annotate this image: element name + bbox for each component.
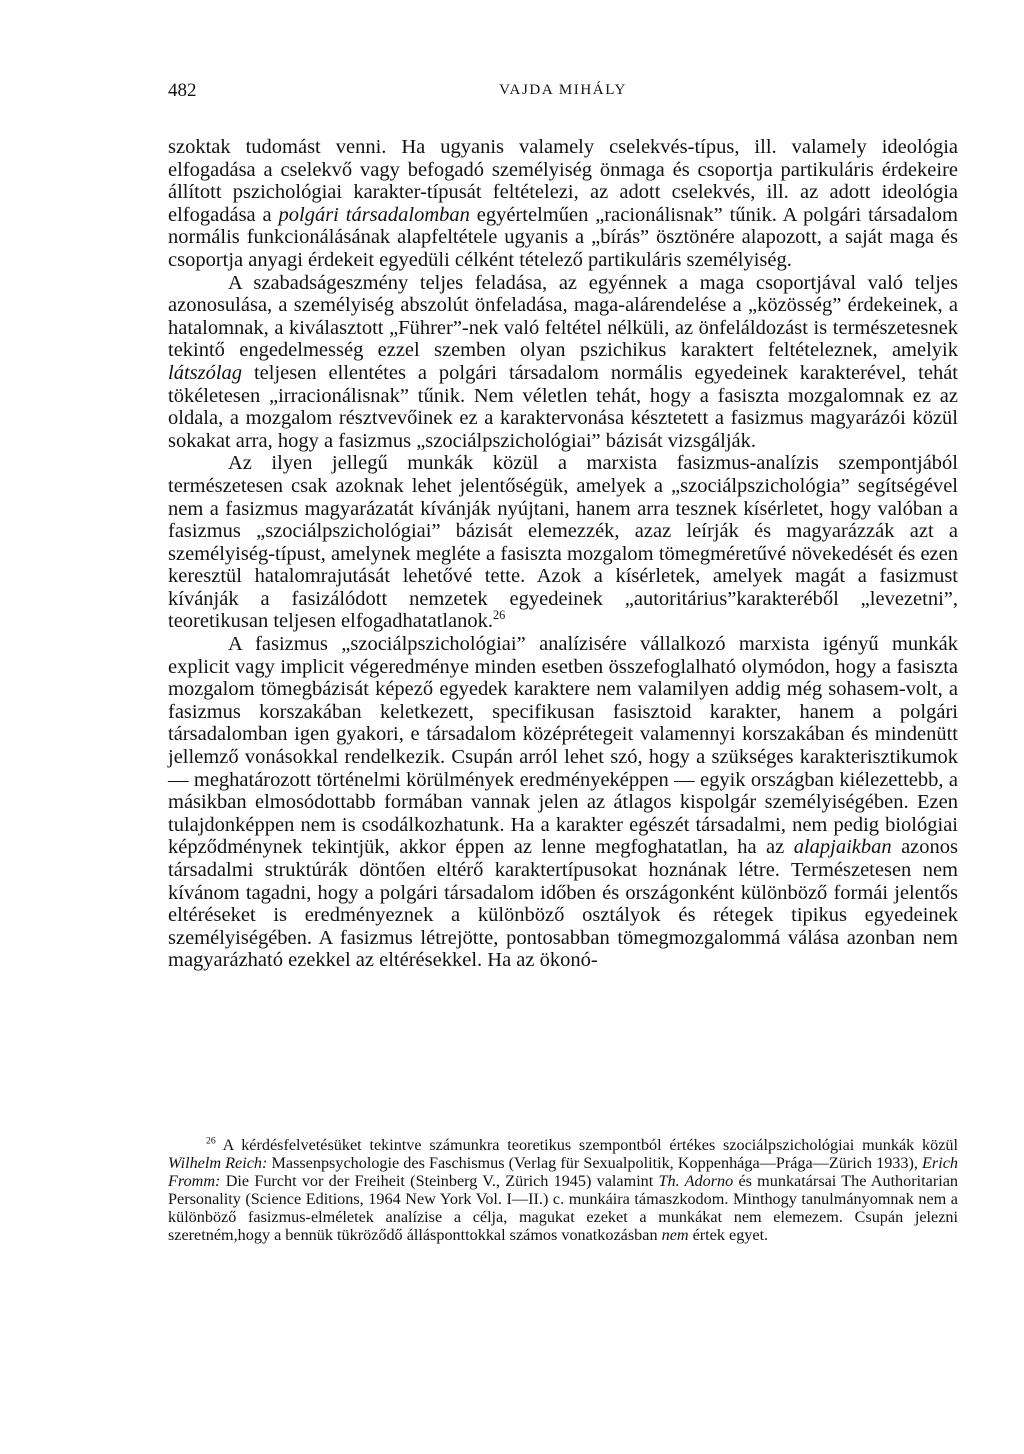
- text-run: Massenpsychologie des Faschismus (Verlag für Sexualpolitik, Koppenhága—Prága—Zürich 1933),: [267, 1153, 923, 1172]
- text-run: szoktak tudomást venni. Ha ugyanis valamely cselekvés-típus, ill. valamely ideológia elfogadása a cselekvő vagy befogadó személyiség önmaga és csoportja partikuláris érdekeire állított pszichológiai karakter-típusát feltételezi, az adott cselekvés, ill. az adott ideológia elfogadása a: [168, 136, 958, 226]
- paragraph: [168, 272, 958, 453]
- text-run: értek egyet.: [688, 1225, 769, 1244]
- footnote-ref: 26: [206, 1135, 216, 1147]
- paragraph: [168, 633, 958, 972]
- text-run: egyértelműen „racionálisnak” tűnik. A polgári társadalom normális funkcionálásának alapfeltétele ugyanis a „bírás” ösztönére alapozott, a saját maga és csoportja anyagi érdekeit egyedüli célként tételező partikuláris személyiség.: [168, 203, 959, 271]
- page-header: [168, 80, 958, 104]
- italic-text: Wilhelm Reich:: [168, 1153, 268, 1172]
- running-head: VAJDA MIHÁLY: [499, 82, 627, 98]
- page-number: 482: [168, 80, 197, 101]
- paragraph: [168, 136, 958, 272]
- text-run: és munkatársai The Authoritarian Personality (Science Editions, 1964 New York Vol. I—II.) c. munkáira támaszkodom. Minthogy tanulmányomnak nem a különböző fasizmus-elméletek analízise a célja, magukat ezeket a munkákat nem elemezem. Csupán jelezni szeretném,hogy a bennük tükröződő állásponttokkal számos vonatkozásban: [168, 1171, 958, 1244]
- text-run: azonos társadalmi struktúrák döntően eltérő karaktertípusokat hoznának létre. Természetesen nem kívánom tagadni, hogy a polgári társadalom időben és országonként különböző formái jelentős eltéréseket is eredményeznek a különböző osztályok és rétegek tipikus egyedeinek személyiségében. A fasizmus létrejötte, pontosabban tömegmozgalommá válása azonban nem magyarázható ezekkel az eltérésekkel. Ha az ökonó-: [168, 836, 958, 972]
- italic-text: Erich Fromm:: [168, 1153, 958, 1190]
- italic-text: Th. Adorno: [658, 1171, 734, 1190]
- footnote-ref: 26: [493, 608, 506, 623]
- text-run: A szabadságeszmény teljes feladása, az egyénnek a maga csoportjával való teljes azonosulása, a személyiség abszolút önfeladása, maga-alárendelése a „közösség” érdekeinek, a hatalomnak, a kiválasztott „Führer”-nek való feltétel nélküli, az önfeláldozást is természetesnek tekintő engedelmesség ezzel szemben olyan pszichikus karaktert feltételeznek, amelyik: [168, 271, 958, 362]
- text-run: Die Furcht vor der Freiheit (Steinberg V., Zürich 1945) valamint: [220, 1171, 659, 1190]
- body-text: [168, 136, 958, 972]
- italic-text: látszólag: [168, 361, 243, 384]
- text-run: Az ilyen jellegű munkák közül a marxista fasizmus-analízis szempontjából természetesen csak azoknak lehet jelentőségük, amelyek a „szociálpszichológia” segítségével nem a fasizmus magyarázatát kívánják nyújtani, hanem arra tesznek kísérletet, hogy valóban a fasizmus „szociálpszichológiai” bázisát elemezzék, azaz leírják és magyarázzák azt a személyiség-típust, amelynek megléte a fasiszta mozgalom tömegméretűvé növekedését és ezen keresztül hatalomrajutását lehetővé tette. Azok a kísérletek, amelyek magát a fasizmust kívánják a fasizálódott nemzetek egyedeinek „autoritárius”karakteréből „levezetni”, teoretikusan teljesen elfogadhatatlanok.: [168, 452, 958, 633]
- italic-text: nem: [661, 1225, 689, 1244]
- footnotes: [168, 1137, 958, 1244]
- footnote: [168, 1137, 958, 1244]
- text-run: A kérdésfelvetésüket tekintve számunkra teoretikus szempontból értékes szociálpszichológiai munkák közül: [215, 1136, 958, 1154]
- italic-text: polgári társadalomban: [278, 203, 470, 226]
- italic-text: alapjaikban: [793, 836, 892, 859]
- paragraph: [168, 452, 958, 633]
- text-run: A fasizmus „szociálpszichológiai” analízisére vállalkozó marxista igényű munkák explicit vagy implicit végeredménye minden esetben összefoglalható olymódon, hogy a fasiszta mozgalom tömegbázisát képező egyedek karaktere nem valamilyen addig még sohasem-volt, a fasizmus korszakában keletkezett, specifikusan fasisztoid karakter, hanem a polgári társadalomban igen gyakori, e társadalom középrétegeit valamennyi korszakában és mindenütt jellemző vonásokkal rendelkezik. Csupán arról lehet szó, hogy a szükséges karakterisztikumok — meghatározott történelmi körülmények eredményeképpen — egyik országban kiélezettebb, a másikban elmosódottabb formában vannak jelen az átlagos kispolgár személyiségében. Ezen tulajdonképpen nem is csodálkozhatunk. Ha a karakter egészét társadalmi, nem pedig biológiai képződménynek tekintjük, akkor éppen az lenne megfoghatatlan, ha az: [168, 633, 958, 859]
- text-run: teljesen ellentétes a polgári társadalom normális egyedeinek karakterével, tehát tökéletesen „irracionálisnak” tűnik. Nem véletlen tehát, hogy a fasiszta mozgalomnak ez az oldala, a mozgalom résztvevőinek ez a karaktervonása késztetett a fasizmus magyarázói közül sokakat arra, hogy a fasizmus „szociálpszichológiai” bázisát vizsgálják.: [168, 361, 958, 452]
